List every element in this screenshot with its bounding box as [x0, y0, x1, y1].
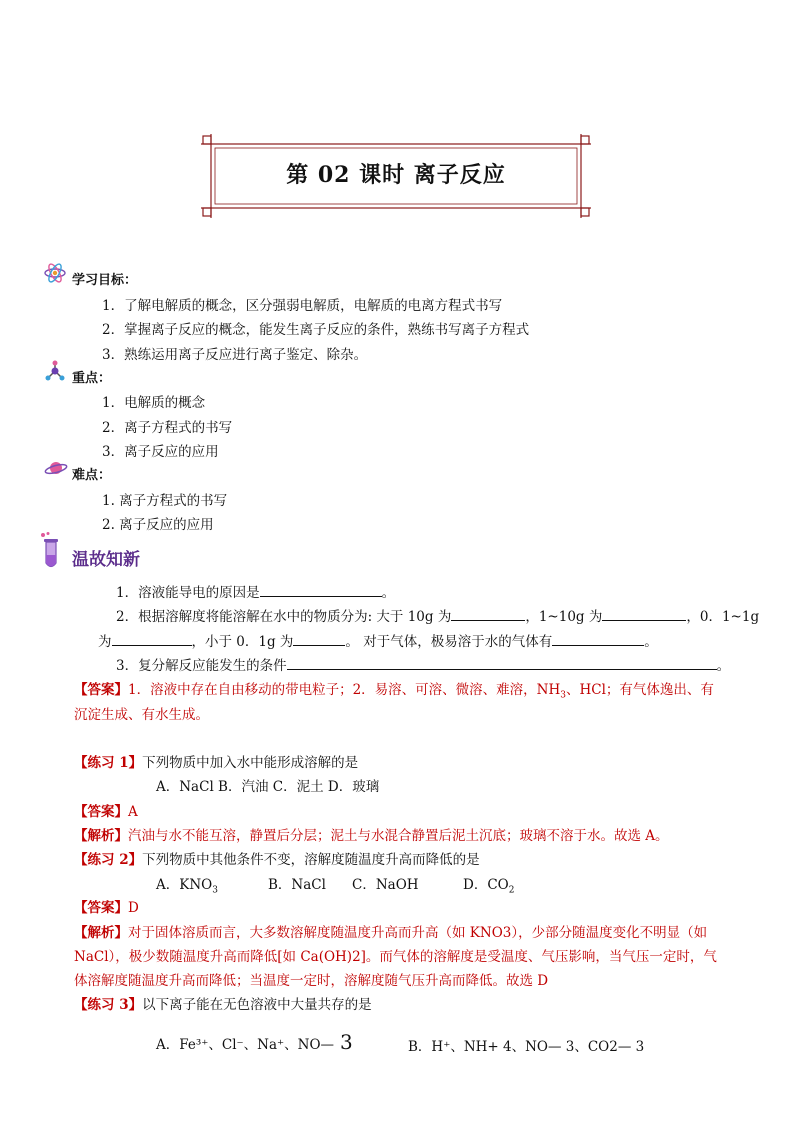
question-text: 1．溶液能导电的原因是: [116, 585, 260, 601]
analysis-text: 汽油与水不能互溶，静置后分层；泥土与水混合静置后泥土沉底；玻璃不溶于水。故选 A。: [128, 828, 669, 844]
answer-blank[interactable]: [260, 584, 382, 597]
exercise-3: [74, 993, 372, 1013]
exercise-tag: 【练习 2】: [74, 852, 143, 868]
review-question-1: [116, 581, 395, 601]
analysis-tag: 【解析】: [74, 828, 128, 844]
analysis-text: 对于固体溶质而言，大多数溶解度随温度升高而升高（如 KNO3），少部分随温度变化不明显（如: [128, 925, 708, 941]
objectives-label: 学习目标：: [72, 273, 138, 288]
exercise-2-option-c: C．NaOH: [352, 877, 419, 893]
answer-blank[interactable]: [602, 608, 686, 621]
answer-text: 1．溶液中存在自由移动的带电粒子；2．易溶、可溶、微溶、难溶，NH: [128, 682, 561, 698]
exercise-2-answer: [74, 896, 139, 916]
answer-blank[interactable]: [552, 633, 644, 646]
key-point-item: 3．离子反应的应用: [102, 444, 219, 460]
question-text: ，0．1~1g: [686, 609, 760, 625]
atom-icon: [44, 262, 66, 284]
answer-blank[interactable]: [112, 633, 192, 646]
exercise-2-analysis-cont: NaCl），极少数随温度升高而降低[如 Ca(OH)2]。而气体的溶解度是受温度、气压影响，当气压一定时，气: [74, 949, 717, 965]
exercise-2: [74, 848, 480, 868]
exercise-2-option-a: [156, 873, 218, 896]
exercise-1: [74, 751, 358, 771]
review-heading: 温故知新: [72, 550, 140, 570]
review-answer-cont: 沉淀生成、有水生成。: [74, 707, 209, 723]
subscript: 3: [212, 885, 218, 896]
question-text: ，1~10g 为: [525, 609, 603, 625]
exercise-2-option-d: [463, 873, 514, 896]
review-answer: [74, 678, 714, 701]
answer-text: A: [128, 804, 138, 820]
option-text: D．CO: [463, 877, 509, 893]
exercise-tag: 【练习 1】: [74, 755, 143, 771]
option-text: A．Fe³⁺、Cl⁻、Na⁺、NO—: [156, 1037, 335, 1053]
exercise-3-option-b: B．H⁺、NH+ 4、NO— 3、CO2— 3: [408, 1039, 645, 1055]
molecule-icon: [44, 360, 66, 382]
answer-blank[interactable]: [451, 608, 525, 621]
exercise-1-answer: [74, 800, 138, 820]
analysis-tag: 【解析】: [74, 925, 128, 941]
exercise-2-option-b: B．NaCl: [268, 877, 326, 893]
answer-tag: 【答案】: [74, 804, 128, 820]
exercise-tag: 【练习 3】: [74, 997, 143, 1013]
review-question-2-cont: [98, 630, 658, 650]
subscript: 3: [560, 690, 566, 701]
difficulty-item: 2. 离子反应的应用: [102, 517, 214, 533]
planet-icon: [44, 457, 68, 479]
option-text: A．KNO: [156, 877, 213, 893]
option-text: 3: [340, 1030, 353, 1054]
answer-text: 、HCl；有气体逸出、有: [566, 682, 714, 698]
objective-item: 3．熟练运用离子反应进行离子鉴定、除杂。: [102, 347, 368, 363]
question-text: 。: [644, 634, 658, 650]
exercise-2-analysis: [74, 921, 707, 941]
question-text: 。: [381, 585, 396, 601]
exercise-question: 下列物质中其他条件不变，溶解度随温度升高而降低的是: [142, 852, 480, 868]
review-question-3: [116, 654, 730, 674]
key-points-label: 重点：: [72, 371, 112, 386]
objective-item: 2．掌握离子反应的概念，能发生离子反应的条件，熟练书写离子方程式: [102, 322, 530, 338]
difficulty-item: 1. 离子方程式的书写: [102, 493, 228, 509]
answer-tag: 【答案】: [74, 900, 128, 916]
objective-item: 1．了解电解质的概念，区分强弱电解质，电解质的电离方程式书写: [102, 298, 503, 314]
answer-blank[interactable]: [293, 633, 345, 646]
exercise-question: 下列物质中加入水中能形成溶解的是: [142, 755, 359, 771]
exercise-1-analysis: [74, 824, 669, 844]
exercise-2-analysis-cont: 体溶解度随温度升高而降低；当温度一定时，溶解度随气压升高而降低。故选 D: [74, 973, 549, 989]
key-point-item: 2．离子方程式的书写: [102, 420, 233, 436]
question-text: 。: [716, 658, 731, 674]
question-text: 。 对于气体，极易溶于水的气体有: [345, 634, 553, 650]
exercise-1-options: A．NaCl B．汽油 C．泥土 D．玻璃: [156, 779, 380, 795]
question-text: ，小于 0．1g 为: [191, 634, 294, 650]
answer-blank[interactable]: [287, 657, 717, 670]
answer-text: D: [128, 900, 139, 916]
question-text: 2．根据溶解度将能溶解在水中的物质分为: 大于 10g 为: [116, 609, 452, 625]
key-point-item: 1．电解质的概念: [102, 395, 206, 411]
question-text: 为: [98, 634, 112, 650]
question-text: 3．复分解反应能发生的条件: [116, 658, 287, 674]
exercise-question: 以下离子能在无色溶液中大量共存的是: [142, 997, 372, 1013]
title-frame: [201, 134, 591, 218]
difficulties-label: 难点：: [72, 468, 112, 483]
test-tube-icon: [38, 531, 64, 571]
answer-tag: 【答案】: [74, 682, 128, 698]
exercise-3-option-a: [156, 1030, 353, 1054]
review-question-2: [116, 605, 759, 625]
page-title: 第 02 课时 离子反应: [286, 162, 506, 188]
subscript: 2: [508, 885, 515, 896]
